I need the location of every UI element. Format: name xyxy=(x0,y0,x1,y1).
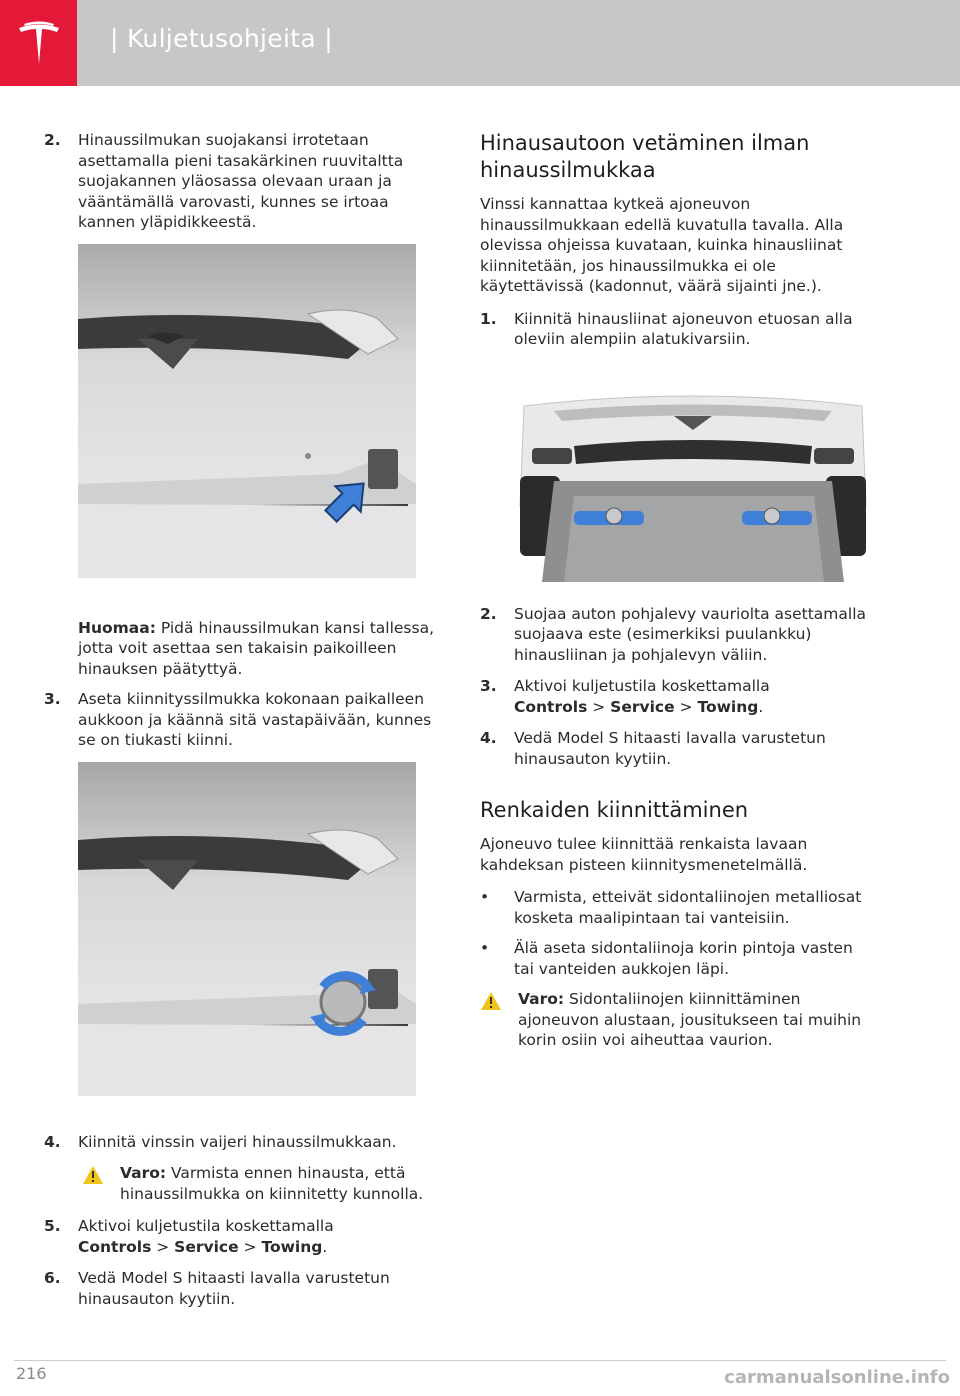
tow-eye-install-illustration xyxy=(78,762,416,1096)
controls-label: Controls xyxy=(514,697,588,716)
bullet-mark: • xyxy=(480,888,490,906)
step-number: 6. xyxy=(44,1269,61,1287)
step-number: 4. xyxy=(44,1132,61,1151)
step-2 xyxy=(44,130,434,233)
warning-label: Varo: xyxy=(518,990,565,1008)
heading-securing-tires: Renkaiden kiinnittäminen xyxy=(480,798,749,822)
step-4 xyxy=(44,1132,434,1153)
step-1 xyxy=(480,309,870,350)
tesla-logo-icon xyxy=(16,20,62,66)
path-separator: > xyxy=(151,1237,175,1256)
step-3 xyxy=(44,689,434,751)
step-text: Kiinnitä vinssin vaijeri hinaussilmukkaan. xyxy=(78,1132,397,1151)
step-text: Vedä Model S hitaasti lavalla varustetun hinausauton kyytiin. xyxy=(78,1269,390,1308)
step-number: 1. xyxy=(480,309,497,328)
warning-icon xyxy=(82,1163,120,1204)
path-separator: > xyxy=(587,697,611,716)
step-6 xyxy=(44,1268,434,1309)
right-column xyxy=(480,130,870,1063)
warning-label: Varo: xyxy=(120,1164,167,1182)
rotate-arrow-icon xyxy=(310,975,376,1031)
tires-paragraph: Ajoneuvo tulee kiinnittää renkaista lavaan kahdeksan pisteen kiinnitysmenetelmällä. xyxy=(480,835,808,874)
towing-label: Towing xyxy=(261,1237,323,1256)
bullet-text: Älä aseta sidontaliinoja korin pintoja vasten tai vanteiden aukkojen läpi. xyxy=(514,939,853,978)
tow-eye-cover-illustration xyxy=(78,244,416,578)
underbody-illustration xyxy=(514,386,872,582)
step-text: Suojaa auton pohjalevy vauriolta asettamalla suojaava este (esimerkiksi puulankku) hinausliinan ja pohjalevyn väliin. xyxy=(514,604,867,664)
tesla-logo xyxy=(0,0,77,86)
left-column xyxy=(44,130,434,1320)
page-number: 216 xyxy=(16,1364,47,1383)
towing-label: Towing xyxy=(697,697,759,716)
step-number: 2. xyxy=(480,604,497,623)
step-text: Hinaussilmukan suojakansi irrotetaan asettamalla pieni tasakärkinen ruuvitaltta suojakannen yläosassa olevaan uraan ja vääntämällä varovasti, kunnes se irtoaa kannen yläpidikkeestä. xyxy=(78,131,404,231)
warning-text: Sidontaliinojen kiinnittäminen ajoneuvon alustaan, jousitukseen tai muihin korin osiin voi aiheuttaa vaurion. xyxy=(518,990,862,1049)
step-text: Aktivoi kuljetustila koskettamalla xyxy=(78,1217,334,1235)
service-label: Service xyxy=(610,697,675,716)
step-number: 4. xyxy=(480,729,497,747)
service-label: Service xyxy=(174,1237,239,1256)
warning xyxy=(82,1163,434,1204)
warning-icon xyxy=(480,989,518,1051)
warning xyxy=(480,989,870,1051)
path-separator: > xyxy=(238,1237,262,1256)
note-text: Pidä hinaussilmukan kansi tallessa, jotta voit asettaa sen takaisin paikoilleen hinauksen päätyttyä. xyxy=(78,618,434,678)
watermark: carmanualsonline.info xyxy=(724,1367,950,1388)
step-text: Kiinnitä hinausliinat ajoneuvon etuosan alla oleviin alempiin alatukivarsiin. xyxy=(514,309,853,348)
bullet-text: Varmista, etteivät sidontaliinojen metalliosat kosketa maalipintaan tai vanteisiin. xyxy=(514,888,862,927)
step-text: Aktivoi kuljetustila koskettamalla xyxy=(514,677,770,695)
page-header xyxy=(0,0,960,86)
step-text: Aseta kiinnityssilmukka kokonaan paikalleen aukkoon ja käännä sitä vastapäivään, kunnes se on tiukasti kiinni. xyxy=(78,690,432,749)
note-label: Huomaa: xyxy=(78,618,156,637)
path-separator: > xyxy=(674,697,698,716)
step-text: Vedä Model S hitaasti lavalla varustetun hinausauton kyytiin. xyxy=(514,729,826,768)
warning-text: Varmista ennen hinausta, että hinaussilmukka on kiinnitetty kunnolla. xyxy=(120,1164,424,1203)
period: . xyxy=(322,1237,328,1256)
step-number: 5. xyxy=(44,1217,61,1235)
intro-paragraph: Vinssi kannattaa kytkeä ajoneuvon hinaussilmukkaan edellä kuvatulla tavalla. Alla olevissa ohjeissa kuvataan, kuinka hinausliinat kiinnitetään, jos hinaussilmukka ei ole käytettävissä (kadonnut, väärä sijainti jne.). xyxy=(480,195,844,295)
bullet-mark: • xyxy=(480,939,490,957)
section-title: | Kuljetusohjeita | xyxy=(110,24,333,53)
step-number: 2. xyxy=(44,131,61,149)
step-4 xyxy=(480,728,870,769)
footer-divider xyxy=(14,1360,946,1361)
step-3 xyxy=(480,676,870,717)
step-number: 3. xyxy=(44,690,61,708)
step-5 xyxy=(44,1216,434,1257)
controls-label: Controls xyxy=(78,1237,152,1256)
step-2 xyxy=(480,604,870,666)
heading-towing-without-eye: Hinausautoon vetäminen ilman hinaussilmukkaa xyxy=(480,131,810,182)
step-number: 3. xyxy=(480,677,497,695)
note xyxy=(78,618,434,680)
period: . xyxy=(758,697,764,716)
bullet-item xyxy=(480,938,870,979)
bullet-item xyxy=(480,887,870,928)
